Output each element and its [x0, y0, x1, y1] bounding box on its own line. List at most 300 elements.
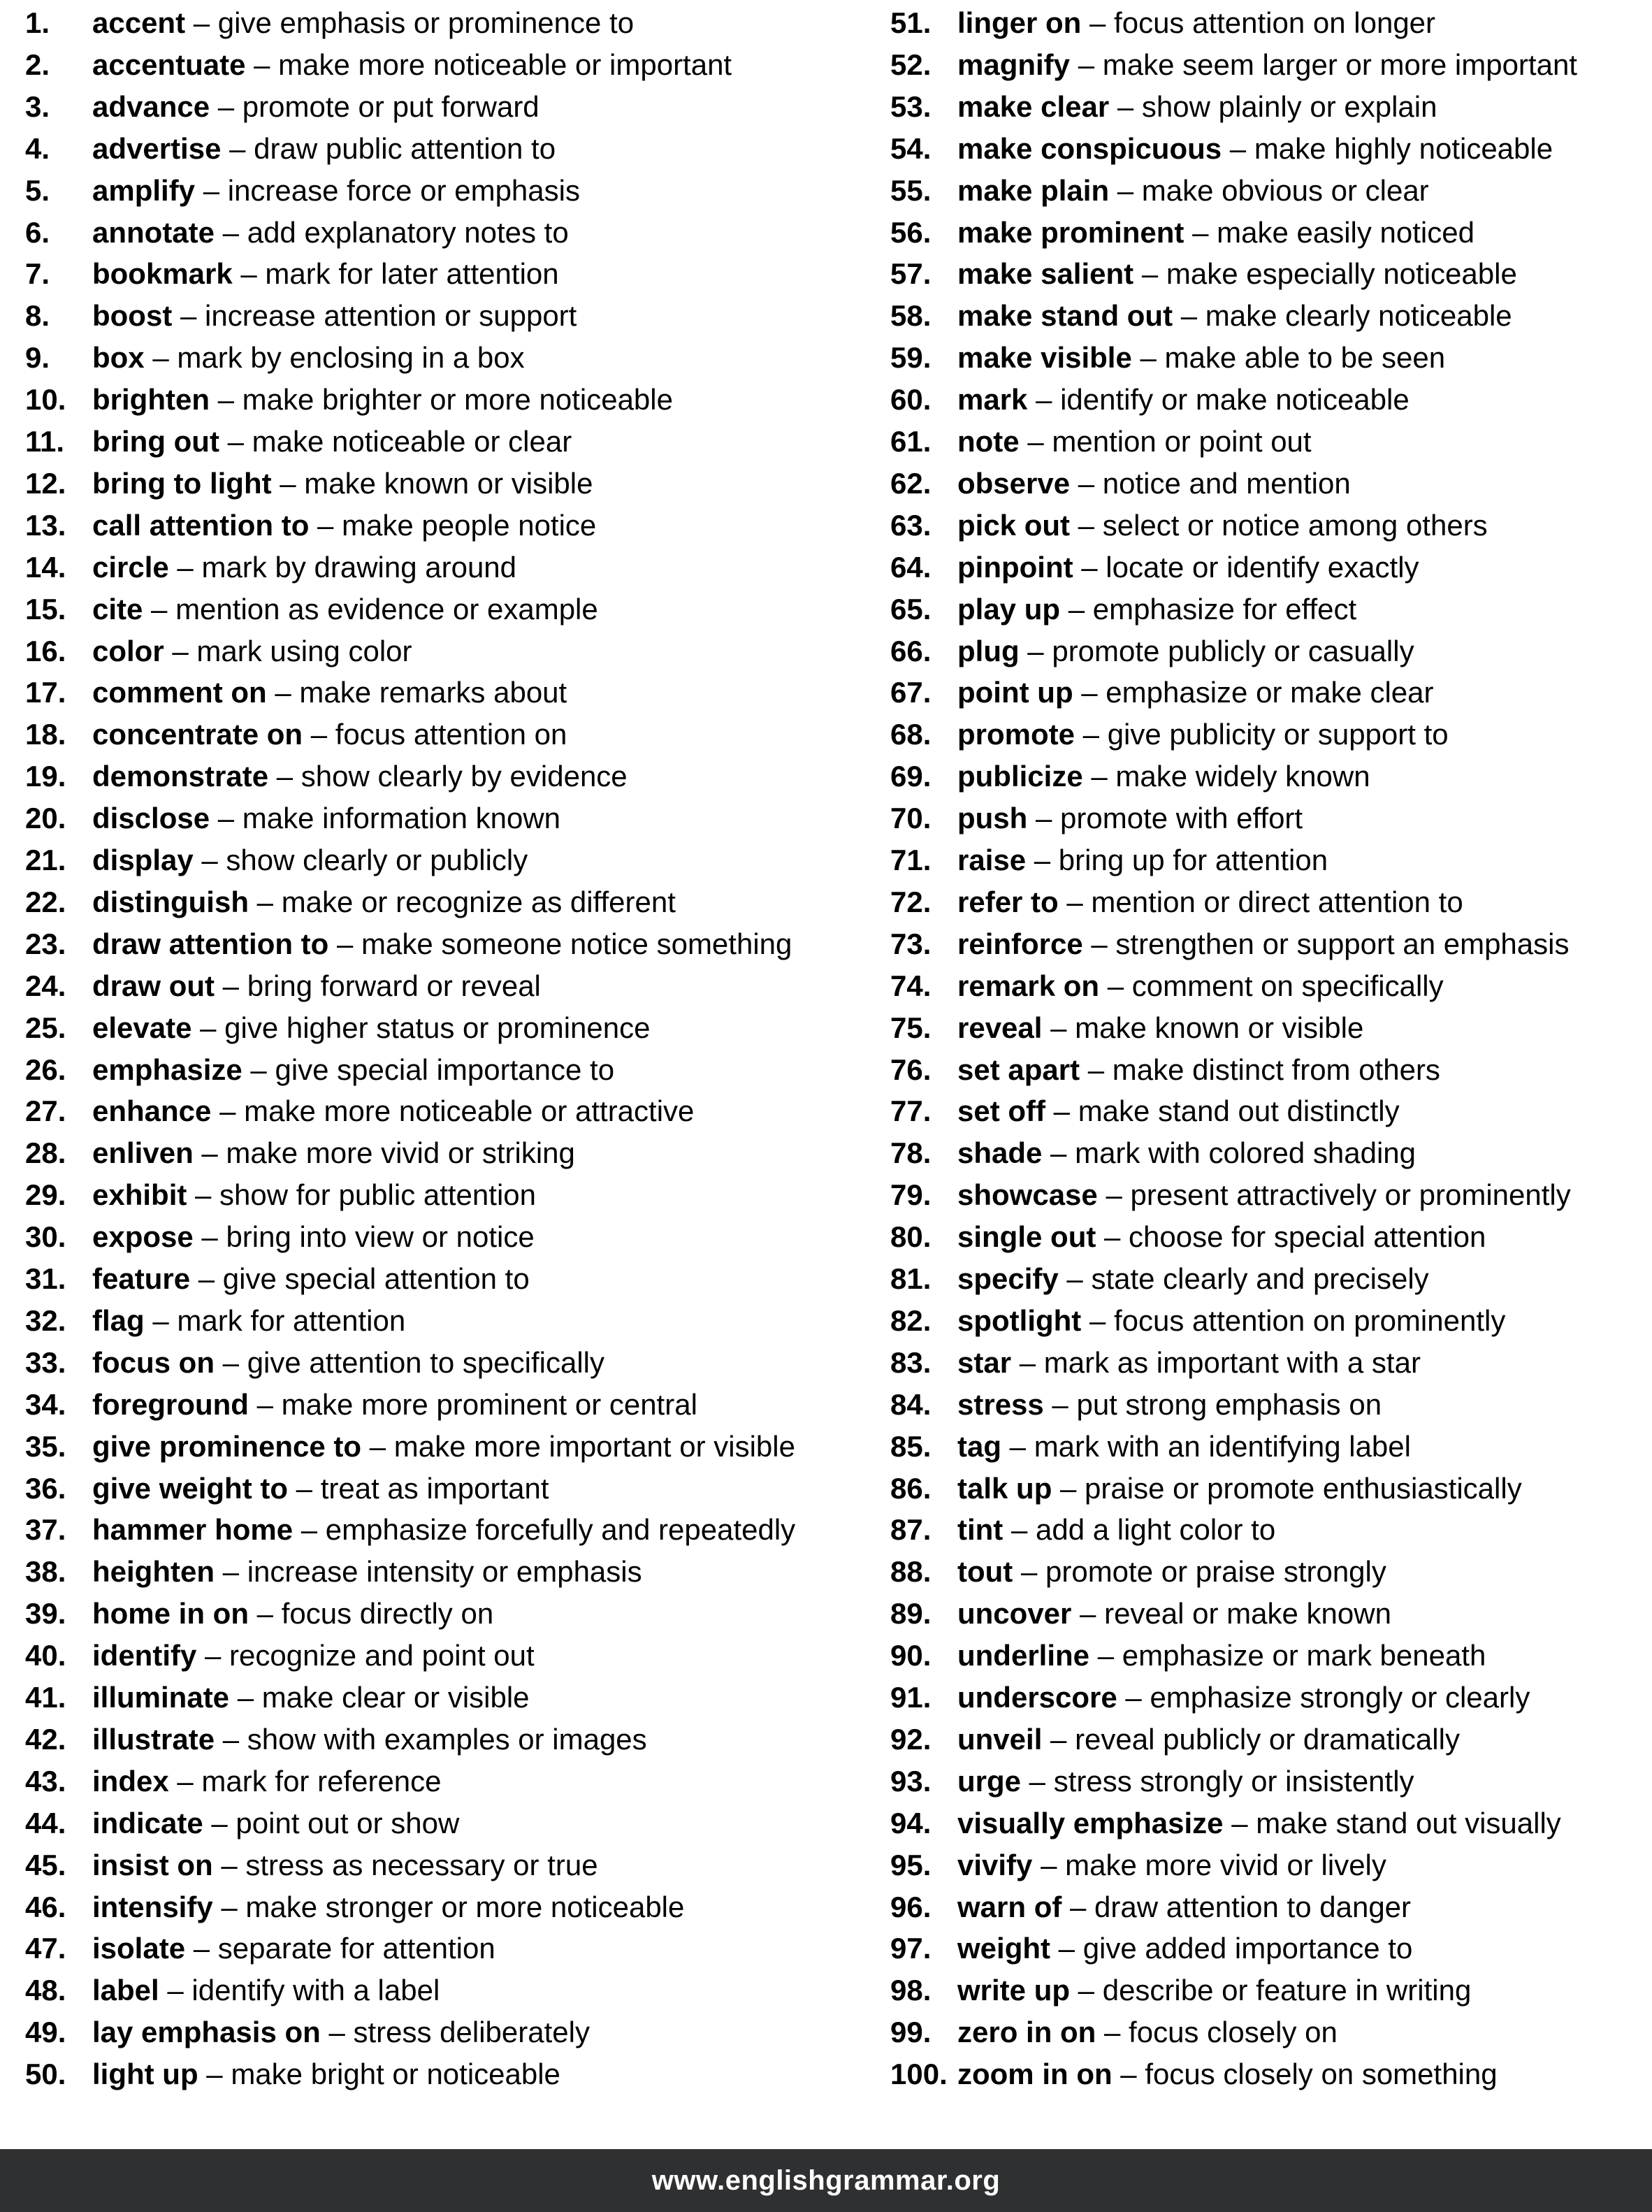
list-item: [25, 547, 516, 588]
item-term: point up: [957, 676, 1073, 709]
item-number: 7.: [25, 257, 50, 291]
item-definition: – make easily noticed: [1184, 215, 1475, 249]
item-term: make conspicuous: [957, 131, 1222, 165]
item-definition: – promote with effort: [1027, 802, 1303, 835]
list-item: [890, 1928, 1412, 1969]
item-term: accent: [92, 6, 186, 39]
list-item: [890, 547, 1419, 588]
list-item: [25, 1719, 647, 1761]
item-definition: – mark with an identifying label: [1001, 1429, 1411, 1463]
item-term: make stand out: [957, 299, 1173, 333]
item-number: 6.: [25, 215, 50, 249]
item-term: bring out: [92, 425, 219, 458]
item-definition: – stress deliberately: [320, 2016, 590, 2049]
item-number: 64.: [890, 550, 932, 584]
item-number: 56.: [890, 215, 932, 249]
item-term: make plain: [957, 173, 1110, 207]
list-item: [25, 1258, 530, 1300]
item-definition: – describe or feature in writing: [1070, 1974, 1472, 2007]
item-definition: – bring forward or reveal: [215, 969, 541, 1002]
list-item: [890, 1342, 1421, 1384]
item-definition: – stress as necessary or true: [212, 1848, 598, 1881]
item-number: 80.: [890, 1220, 932, 1254]
footer-bar: [0, 2149, 1652, 2212]
item-term: publicize: [957, 760, 1083, 793]
item-definition: – make or recognize as different: [249, 885, 676, 918]
list-item: [25, 1635, 535, 1677]
item-definition: – make people notice: [309, 508, 597, 542]
item-number: 21.: [25, 844, 66, 876]
list-item: [890, 1216, 1486, 1258]
item-definition: – state clearly and precisely: [1058, 1262, 1429, 1295]
item-definition: – identify or make noticeable: [1027, 383, 1410, 417]
item-term: zoom in on: [957, 2058, 1113, 2091]
item-term: tag: [957, 1429, 1001, 1463]
item-term: elevate: [92, 1011, 192, 1044]
item-number: 65.: [890, 592, 932, 626]
item-number: 26.: [25, 1053, 66, 1086]
item-term: brighten: [92, 383, 210, 417]
item-number: 8.: [25, 299, 50, 333]
list-item: [890, 44, 1577, 86]
item-definition: – make more important or visible: [361, 1429, 795, 1463]
list-item: [890, 463, 1351, 505]
item-term: observe: [957, 466, 1071, 500]
item-term: warn of: [957, 1890, 1062, 1923]
item-definition: – make clearly noticeable: [1173, 299, 1512, 333]
item-term: remark on: [957, 969, 1100, 1002]
list-item: [890, 881, 1463, 923]
item-number: 100.: [890, 2058, 948, 2091]
item-term: circle: [92, 550, 169, 584]
item-definition: – present attractively or prominently: [1097, 1178, 1571, 1212]
item-definition: – make stronger or more noticeable: [212, 1890, 685, 1923]
item-number: 48.: [25, 1974, 66, 2007]
item-number: 51.: [890, 6, 932, 39]
item-number: 4.: [25, 131, 50, 165]
item-number: 53.: [890, 89, 932, 123]
list-item: [25, 44, 732, 86]
item-number: 15.: [25, 592, 66, 626]
item-term: exhibit: [92, 1178, 187, 1212]
item-number: 81.: [890, 1262, 932, 1295]
list-item: [25, 1132, 575, 1174]
item-number: 92.: [890, 1722, 932, 1756]
item-definition: – put strong emphasis on: [1043, 1387, 1382, 1421]
item-number: 79.: [890, 1178, 932, 1212]
item-definition: – give higher status or prominence: [191, 1011, 651, 1044]
item-definition: – notice and mention: [1070, 466, 1351, 500]
item-definition: – bring up for attention: [1026, 844, 1328, 876]
item-definition: – make more noticeable or important: [245, 48, 732, 81]
item-number: 41.: [25, 1681, 66, 1714]
list-item: [890, 212, 1475, 254]
item-number: 47.: [25, 1932, 66, 1965]
list-item: [25, 1761, 442, 1802]
list-item: [890, 1174, 1571, 1216]
item-definition: – treat as important: [288, 1471, 549, 1505]
item-term: illuminate: [92, 1681, 230, 1714]
item-definition: – focus directly on: [249, 1597, 494, 1631]
item-number: 42.: [25, 1722, 66, 1756]
list-item: [25, 756, 628, 797]
item-definition: – show clearly or publicly: [193, 844, 528, 876]
list-item: [25, 170, 580, 212]
item-number: 57.: [890, 257, 932, 291]
item-number: 86.: [890, 1471, 932, 1505]
item-term: give prominence to: [92, 1429, 362, 1463]
list-item: [890, 1258, 1429, 1300]
item-definition: – give added importance to: [1050, 1932, 1413, 1965]
item-term: underline: [957, 1639, 1090, 1672]
item-definition: – make more prominent or central: [248, 1387, 697, 1421]
item-number: 49.: [25, 2016, 66, 2049]
item-term: play up: [957, 592, 1061, 626]
item-term: make visible: [957, 341, 1132, 375]
list-item: [25, 1216, 535, 1258]
list-item: [25, 1802, 459, 1844]
item-definition: – draw attention to danger: [1062, 1890, 1412, 1923]
item-term: showcase: [957, 1178, 1098, 1212]
item-term: give weight to: [92, 1471, 289, 1505]
list-item: [890, 1635, 1486, 1677]
item-definition: – give attention to specifically: [215, 1345, 604, 1379]
list-item: [890, 379, 1410, 421]
item-term: bring to light: [92, 466, 272, 500]
item-number: 91.: [890, 1681, 932, 1714]
list-item: [25, 1928, 495, 1969]
item-number: 1.: [25, 6, 50, 39]
item-definition: – make someone notice something: [328, 927, 792, 960]
item-number: 46.: [25, 1890, 66, 1923]
item-definition: – make known or visible: [271, 466, 593, 500]
item-definition: – increase attention or support: [172, 299, 577, 333]
item-number: 95.: [890, 1848, 932, 1881]
item-definition: – mark for attention: [144, 1303, 406, 1337]
item-number: 5.: [25, 173, 50, 207]
item-definition: – mention or point out: [1019, 425, 1312, 458]
item-term: unveil: [957, 1722, 1043, 1756]
item-number: 54.: [890, 131, 932, 165]
item-number: 17.: [25, 676, 66, 709]
item-definition: – reveal publicly or dramatically: [1042, 1722, 1460, 1756]
item-term: underscore: [957, 1681, 1117, 1714]
item-definition: – praise or promote enthusiastically: [1052, 1471, 1522, 1505]
item-number: 66.: [890, 634, 932, 667]
item-term: shade: [957, 1136, 1043, 1170]
item-definition: – show with examples or images: [215, 1722, 647, 1756]
item-number: 35.: [25, 1429, 66, 1463]
item-definition: – emphasize forcefully and repeatedly: [293, 1513, 796, 1547]
item-definition: – give emphasis or prominence to: [185, 6, 635, 39]
item-number: 25.: [25, 1011, 66, 1044]
item-term: heighten: [92, 1555, 215, 1589]
item-term: star: [957, 1345, 1012, 1379]
list-item: [890, 588, 1356, 630]
list-item: [25, 1049, 614, 1091]
item-definition: – show plainly or explain: [1109, 89, 1437, 123]
item-term: lay emphasis on: [92, 2016, 321, 2049]
item-definition: – increase force or emphasis: [195, 173, 580, 207]
item-number: 69.: [890, 760, 932, 793]
item-definition: – increase intensity or emphasis: [215, 1555, 642, 1589]
item-definition: – mark by enclosing in a box: [144, 341, 525, 375]
item-term: light up: [92, 2058, 198, 2091]
list-item: [25, 1593, 493, 1635]
item-term: pinpoint: [957, 550, 1073, 584]
item-term: intensify: [92, 1890, 213, 1923]
list-item: [890, 337, 1445, 379]
item-term: focus on: [92, 1345, 215, 1379]
item-term: enhance: [92, 1094, 212, 1128]
item-term: home in on: [92, 1597, 249, 1631]
list-item: [25, 212, 569, 254]
list-item: [890, 2053, 1498, 2095]
item-term: expose: [92, 1220, 194, 1254]
item-definition: – give publicity or support to: [1075, 718, 1449, 751]
list-item: [890, 1593, 1391, 1635]
list-item: [25, 295, 577, 337]
list-item: [25, 379, 673, 421]
item-number: 94.: [890, 1806, 932, 1839]
item-number: 38.: [25, 1555, 66, 1589]
list-item: [890, 253, 1517, 295]
item-number: 85.: [890, 1429, 932, 1463]
item-term: accentuate: [92, 48, 246, 81]
item-term: set apart: [957, 1053, 1080, 1086]
item-term: uncover: [957, 1597, 1072, 1631]
list-item: [890, 170, 1429, 212]
list-item: [25, 1174, 536, 1216]
list-item: [890, 1007, 1363, 1049]
list-item: [25, 672, 567, 714]
item-number: 89.: [890, 1597, 932, 1631]
item-definition: – give special attention to: [190, 1262, 530, 1295]
item-number: 39.: [25, 1597, 66, 1631]
item-term: tint: [957, 1513, 1003, 1547]
item-definition: – make more noticeable or attractive: [211, 1094, 695, 1128]
item-number: 59.: [890, 341, 932, 375]
item-term: weight: [957, 1932, 1050, 1965]
item-number: 61.: [890, 425, 932, 458]
item-term: reveal: [957, 1011, 1043, 1044]
list-item: [890, 128, 1553, 170]
list-item: [890, 839, 1328, 881]
item-term: draw out: [92, 969, 215, 1002]
item-term: cite: [92, 592, 143, 626]
item-number: 2.: [25, 48, 50, 81]
list-item: [25, 421, 572, 463]
item-term: label: [92, 1974, 159, 2007]
item-term: call attention to: [92, 508, 310, 542]
item-number: 29.: [25, 1178, 66, 1212]
item-definition: – make more vivid or striking: [193, 1136, 575, 1170]
item-definition: – add explanatory notes to: [215, 215, 569, 249]
item-number: 37.: [25, 1513, 66, 1547]
item-number: 27.: [25, 1094, 66, 1128]
list-item: [25, 1551, 642, 1593]
item-number: 73.: [890, 927, 932, 960]
list-item: [25, 2011, 590, 2053]
item-term: talk up: [957, 1471, 1052, 1505]
item-definition: – make especially noticeable: [1133, 257, 1517, 291]
list-item: [25, 714, 567, 756]
list-item: [890, 86, 1437, 128]
item-term: draw attention to: [92, 927, 329, 960]
item-definition: – make known or visible: [1042, 1011, 1364, 1044]
list-item: [25, 505, 596, 547]
item-number: 33.: [25, 1345, 66, 1379]
item-term: hammer home: [92, 1513, 294, 1547]
item-term: amplify: [92, 173, 196, 207]
item-number: 67.: [890, 676, 932, 709]
item-term: zero in on: [957, 2016, 1096, 2049]
list-item: [890, 2, 1435, 44]
item-definition: – point out or show: [203, 1806, 460, 1839]
item-term: identify: [92, 1639, 197, 1672]
item-definition: – give special importance to: [242, 1053, 615, 1086]
list-item: [25, 1426, 795, 1468]
item-number: 63.: [890, 508, 932, 542]
item-number: 99.: [890, 2016, 932, 2049]
list-item: [25, 1090, 694, 1132]
item-number: 88.: [890, 1555, 932, 1589]
item-definition: – make bright or noticeable: [198, 2058, 560, 2091]
item-term: advance: [92, 89, 210, 123]
item-definition: – mention as evidence or example: [143, 592, 598, 626]
item-definition: – emphasize strongly or clearly: [1117, 1681, 1530, 1714]
item-term: promote: [957, 718, 1075, 751]
list-item: [25, 1342, 604, 1384]
item-definition: – locate or identify exactly: [1073, 550, 1419, 584]
list-item: [25, 1300, 405, 1342]
item-number: 78.: [890, 1136, 932, 1170]
item-number: 84.: [890, 1387, 932, 1421]
item-definition: – strengthen or support an emphasis: [1082, 927, 1570, 960]
item-term: insist on: [92, 1848, 213, 1881]
item-definition: – make distinct from others: [1080, 1053, 1440, 1086]
item-definition: – promote or praise strongly: [1013, 1555, 1386, 1589]
list-item: [890, 421, 1312, 463]
list-item: [890, 1802, 1561, 1844]
item-term: annotate: [92, 215, 215, 249]
list-item: [25, 2053, 560, 2095]
item-term: display: [92, 844, 194, 876]
list-item: [25, 588, 598, 630]
footer-url[interactable]: www.englishgrammar.org: [651, 2164, 1001, 2196]
item-term: isolate: [92, 1932, 186, 1965]
item-definition: – recognize and point out: [196, 1639, 535, 1672]
item-number: 60.: [890, 383, 932, 417]
item-term: color: [92, 634, 164, 667]
list-item: [890, 1132, 1416, 1174]
item-number: 98.: [890, 1974, 932, 2007]
item-number: 52.: [890, 48, 932, 81]
item-definition: – comment on specifically: [1099, 969, 1444, 1002]
item-term: reinforce: [957, 927, 1083, 960]
list-item: [890, 1049, 1440, 1091]
list-item: [25, 1509, 795, 1551]
list-item: [890, 1551, 1386, 1593]
item-number: 45.: [25, 1848, 66, 1881]
item-number: 75.: [890, 1011, 932, 1044]
item-definition: – identify with a label: [159, 1974, 440, 2007]
list-item: [25, 253, 559, 295]
item-term: visually emphasize: [957, 1806, 1224, 1839]
item-definition: – make information known: [210, 802, 561, 835]
item-term: illustrate: [92, 1722, 215, 1756]
list-item: [25, 2, 634, 44]
item-number: 50.: [25, 2058, 66, 2091]
item-term: boost: [92, 299, 173, 333]
item-term: write up: [957, 1974, 1071, 2007]
item-definition: – make stand out visually: [1223, 1806, 1561, 1839]
item-number: 23.: [25, 927, 66, 960]
list-item: [890, 1384, 1382, 1426]
item-term: make clear: [957, 89, 1110, 123]
item-definition: – promote or put forward: [210, 89, 539, 123]
item-term: indicate: [92, 1806, 203, 1839]
item-term: pick out: [957, 508, 1071, 542]
item-term: mark: [957, 383, 1028, 417]
item-number: 72.: [890, 885, 932, 918]
list-item: [890, 630, 1414, 672]
item-definition: – bring into view or notice: [193, 1220, 535, 1254]
item-definition: – show for public attention: [187, 1178, 536, 1212]
item-definition: – emphasize or mark beneath: [1089, 1639, 1486, 1672]
item-definition: – emphasize for effect: [1060, 592, 1357, 626]
item-number: 96.: [890, 1890, 932, 1923]
list-item: [890, 714, 1449, 756]
item-term: single out: [957, 1220, 1096, 1254]
item-definition: – make highly noticeable: [1222, 131, 1553, 165]
item-number: 58.: [890, 299, 932, 333]
item-term: feature: [92, 1262, 191, 1295]
item-term: emphasize: [92, 1053, 242, 1086]
list-item: [890, 1426, 1411, 1468]
item-term: specify: [957, 1262, 1059, 1295]
item-number: 40.: [25, 1639, 66, 1672]
item-term: flag: [92, 1303, 145, 1337]
item-term: advertise: [92, 131, 222, 165]
item-number: 34.: [25, 1387, 66, 1421]
item-term: magnify: [957, 48, 1071, 81]
list-item: [890, 1468, 1522, 1510]
list-item: [890, 797, 1303, 839]
list-item: [890, 1090, 1400, 1132]
item-definition: – stress strongly or insistently: [1021, 1764, 1414, 1798]
list-item: [890, 1719, 1460, 1761]
list-item: [890, 1844, 1386, 1886]
item-number: 16.: [25, 634, 66, 667]
item-number: 18.: [25, 718, 66, 751]
item-number: 76.: [890, 1053, 932, 1086]
item-term: tout: [957, 1555, 1013, 1589]
item-definition: – show clearly by evidence: [268, 760, 628, 793]
list-item: [25, 1969, 440, 2011]
item-number: 71.: [890, 844, 932, 876]
item-number: 31.: [25, 1262, 66, 1295]
item-number: 28.: [25, 1136, 66, 1170]
list-item: [890, 2011, 1338, 2053]
item-term: make salient: [957, 257, 1134, 291]
item-definition: – focus attention on: [303, 718, 567, 751]
list-item: [25, 881, 676, 923]
list-item: [25, 630, 412, 672]
item-definition: – mark as important with a star: [1011, 1345, 1421, 1379]
item-term: bookmark: [92, 257, 233, 291]
list-item: [890, 923, 1569, 965]
